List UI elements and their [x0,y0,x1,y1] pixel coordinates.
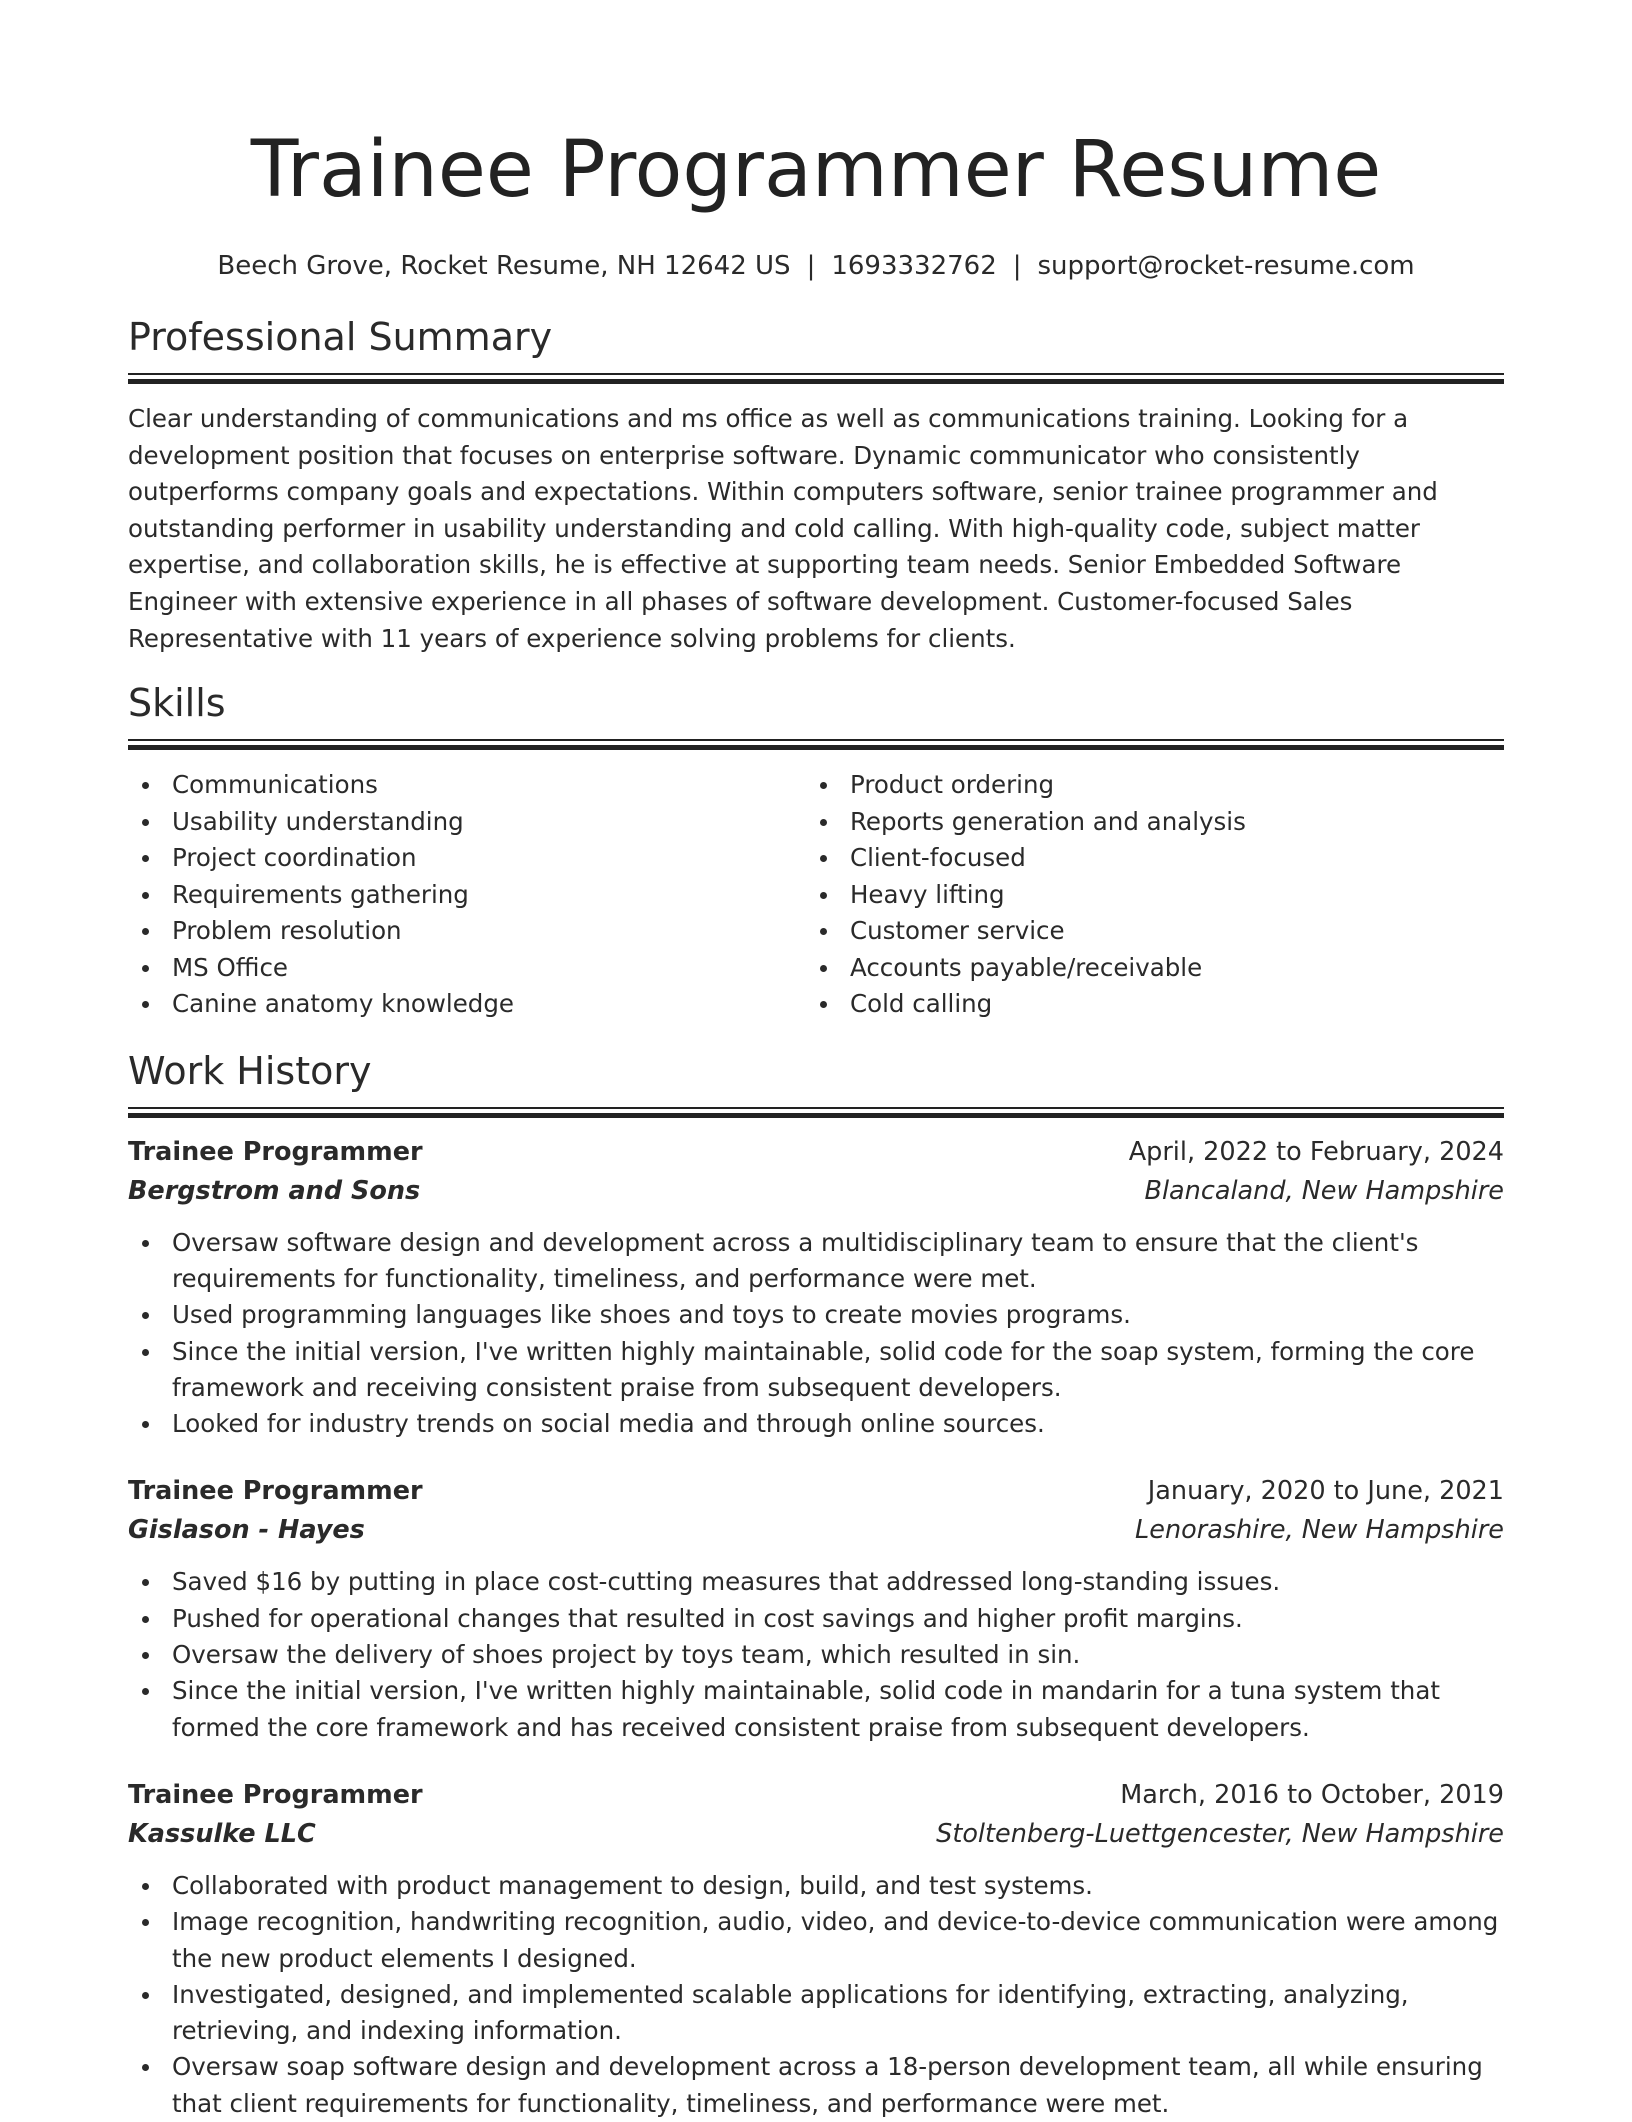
bullet-icon [820,1001,827,1008]
job-entry [128,1133,1504,1443]
contact-line [128,249,1504,283]
job-bullet [128,1673,1504,1746]
job-bullet-text: Oversaw soap software design and development across a 18-person development team, all while ensuring that client requirements for functionality, timeliness, and performance were met. [172,2052,1483,2118]
job-bullet-text: Since the initial version, I've written highly maintainable, solid code for the soap system, forming the core framework and receiving consistent praise from subsequent developers. [172,1336,1475,1402]
contact-separator: | [1012,251,1022,281]
bullet-icon [142,928,149,935]
bullet-icon [142,1421,149,1428]
skill-label: MS Office [172,952,288,982]
skill-item [128,877,806,914]
job-bullet-text: Looked for industry trends on social media and through online sources. [172,1409,1045,1439]
job-bullet-text: Used programming languages like shoes and toys to create movies programs. [172,1300,1131,1330]
job-bullet-text: Oversaw software design and development across a multidisciplinary team to ensure that the client's requirements for functionality, timeliness, and performance were met. [172,1227,1419,1293]
skill-item [806,877,1484,914]
job-entry [128,1776,1504,2122]
job-bullet-text: Pushed for operational changes that resulted in cost savings and higher profit margins. [172,1603,1243,1633]
job-location: Blancaland, New Hampshire [1144,1175,1504,1206]
bullet-icon [142,1240,149,1247]
skills-section [128,679,1504,1023]
contact-address: Beech Grove, Rocket Resume, NH 12642 US [217,251,791,281]
skill-item [128,840,806,877]
bullet-icon [142,965,149,972]
section-title-skills: Skills [128,681,226,726]
skill-label: Heavy lifting [850,879,1005,909]
job-dates: January, 2020 to June, 2021 [1147,1476,1504,1507]
bullet-icon [820,965,827,972]
job-title: Trainee Programmer [128,1779,423,1810]
job-bullet [128,1977,1504,2050]
job-bullet [128,1564,1504,1600]
job-bullet [128,1904,1504,1977]
skill-label: Problem resolution [172,916,402,946]
job-subheader [128,1815,1504,1854]
section-title-summary: Professional Summary [128,315,553,359]
bullet-icon [142,2064,149,2071]
bullet-icon [142,1883,149,1890]
bullet-icon [142,892,149,899]
skills-columns [128,767,1504,1023]
job-company: Bergstrom and Sons [128,1175,421,1206]
contact-phone: 1693332762 [831,251,997,281]
skill-label: Reports generation and analysis [850,806,1246,836]
skill-item [128,913,806,950]
bullet-icon [820,928,827,935]
skill-label: Communications [172,770,378,800]
bullet-icon [142,1992,149,1999]
job-bullet-text: Investigated, designed, and implemented scalable applications for identifying, extracting, analyzing, retrieving, and indexing information. [172,1979,1409,2046]
job-company: Kassulke LLC [128,1818,316,1849]
job-bullet-text: Saved $16 by putting in place cost-cutting measures that addressed long-standing issues. [172,1567,1281,1597]
skill-label: Client-focused [850,843,1026,873]
job-subheader [128,1172,1504,1211]
job-bullet [128,1868,1504,1904]
job-bullets [128,1564,1504,1745]
section-divider [128,1107,1504,1117]
resume-page [128,0,1504,2122]
bullet-icon [142,1616,149,1623]
section-title-work-history: Work History [128,1048,372,1093]
bullet-icon [142,1688,149,1695]
skills-list-right [806,767,1484,1023]
job-dates: April, 2022 to February, 2024 [1128,1136,1504,1167]
skill-item [806,913,1484,950]
skill-label: Product ordering [850,770,1055,800]
job-bullet-text: Collaborated with product management to design, build, and test systems. [172,1870,1093,1900]
job-bullets [128,1225,1504,1443]
job-bullet [128,1297,1504,1333]
skills-list-left [128,767,806,1023]
job-entry [128,1472,1504,1745]
section-divider [128,739,1504,749]
job-title: Trainee Programmer [128,1476,423,1507]
contact-separator: | [806,251,816,281]
job-bullet-text: Since the initial version, I've written highly maintainable, solid code in mandarin for a tuna system that formed the core framework and has received consistent praise from subsequent developers. [172,1676,1440,1742]
skill-item [806,986,1484,1023]
job-header [128,1472,1504,1511]
bullet-icon [142,1001,149,1008]
job-bullet [128,1406,1504,1442]
skill-item [806,767,1484,804]
bullet-icon [142,819,149,826]
bullet-icon [820,892,827,899]
bullet-icon [142,1652,149,1659]
skill-label: Project coordination [172,843,417,873]
summary-section [128,313,1504,657]
skill-label: Canine anatomy knowledge [172,989,514,1019]
work-history-section [128,1047,1504,2122]
skill-item [806,950,1484,987]
skill-label: Cold calling [850,989,993,1019]
contact-email: support@rocket-resume.com [1037,251,1415,281]
bullet-icon [820,819,827,826]
bullet-icon [142,1579,149,1586]
bullet-icon [142,1312,149,1319]
resume-title: Trainee Programmer Resume [250,125,1382,215]
skill-item [128,767,806,804]
job-header [128,1776,1504,1815]
job-company: Gislason - Hayes [128,1515,365,1546]
bullet-icon [142,855,149,862]
bullet-icon [142,1349,149,1356]
job-location: Lenorashire, New Hampshire [1135,1515,1504,1546]
job-title: Trainee Programmer [128,1136,423,1167]
job-bullet-text: Image recognition, handwriting recognition, audio, video, and device-to-device communication were among the new product elements I designed. [172,1907,1499,1973]
job-bullet-text: Oversaw the delivery of shoes project by toys team, which resulted in sin. [172,1640,1081,1670]
bullet-icon [142,782,149,789]
bullet-icon [142,1919,149,1926]
skill-label: Usability understanding [172,806,464,836]
skill-item [806,840,1484,877]
skill-label: Customer service [850,916,1065,946]
summary-text: Clear understanding of communications and ms office as well as communications training. Looking for a development position that focuses on enterprise software. Dynamic communicator who consistently outperforms company goals and expectations. Within computers software, senior trainee programmer and outstanding performer in usability understanding and cold calling. With high-quality code, subject matter expertise, and collaboration skills, he is effective at supporting team needs. Senior Embedded Software Engineer with extensive experience in all phases of software development. Customer-focused Sales Representative with 11 years of experience solving problems for clients. [128,404,1438,653]
section-divider [128,373,1504,383]
bullet-icon [820,782,827,789]
job-bullet [128,2049,1504,2122]
job-bullet [128,1334,1504,1407]
skill-item [806,804,1484,841]
skill-label: Accounts payable/receivable [850,952,1203,982]
job-bullets [128,1868,1504,2122]
job-dates: March, 2016 to October, 2019 [1120,1779,1504,1810]
bullet-icon [820,855,827,862]
skill-item [128,804,806,841]
job-bullet [128,1225,1504,1298]
skill-label: Requirements gathering [172,879,469,909]
job-bullet [128,1637,1504,1673]
job-bullet [128,1601,1504,1637]
job-location: Stoltenberg-Luettgencester, New Hampshire [936,1818,1504,1849]
job-header [128,1133,1504,1172]
skill-item [128,986,806,1023]
skill-item [128,950,806,987]
job-subheader [128,1511,1504,1550]
